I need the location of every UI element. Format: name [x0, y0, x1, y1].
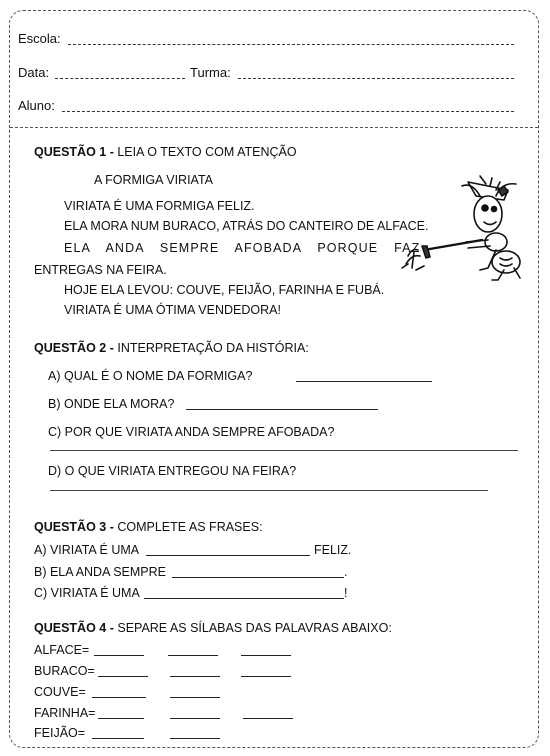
story-line-6: VIRIATA É UMA ÓTIMA VENDEDORA! [64, 303, 281, 317]
syllable-line[interactable] [170, 676, 220, 677]
question-3-number: QUESTÃO 3 - [34, 520, 114, 534]
syllable-line[interactable] [241, 655, 291, 656]
syllable-line[interactable] [170, 738, 220, 739]
question-3c-end: ! [344, 586, 348, 600]
question-1-header [34, 145, 297, 159]
story-line-2: ELA MORA NUM BURACO, ATRÁS DO CANTEIRO DE ALFACE. [64, 219, 429, 233]
syllable-line[interactable] [168, 655, 218, 656]
syllable-line[interactable] [243, 718, 293, 719]
answer-line-2d[interactable] [50, 490, 488, 491]
answer-line-2a[interactable] [296, 381, 432, 382]
school-label: Escola: [18, 31, 61, 46]
word-buraco: BURACO= [34, 664, 95, 678]
word-couve: COUVE= [34, 685, 86, 699]
word-farinha: FARINHA= [34, 706, 96, 720]
question-3a-end: FELIZ. [314, 543, 352, 557]
question-4-header [34, 621, 392, 635]
answer-line-3c[interactable] [144, 598, 344, 599]
syllable-line[interactable] [98, 718, 144, 719]
story-line-3-text: ELA ANDA SEMPRE AFOBADA PORQUE FAZ [64, 241, 421, 255]
syllable-line[interactable] [92, 738, 144, 739]
answer-line-2c[interactable] [50, 450, 518, 451]
question-2a: A) QUAL É O NOME DA FORMIGA? [48, 369, 253, 383]
question-2b: B) ONDE ELA MORA? [48, 397, 175, 411]
answer-line-2b[interactable] [186, 409, 378, 410]
question-3-instruction: COMPLETE AS FRASES: [117, 520, 263, 534]
syllable-line[interactable] [241, 676, 291, 677]
question-3b-start: B) ELA ANDA SEMPRE [34, 565, 166, 579]
date-label: Data: [18, 65, 50, 80]
question-4-number: QUESTÃO 4 - [34, 621, 114, 635]
syllable-line[interactable] [92, 697, 146, 698]
syllable-line[interactable] [98, 676, 148, 677]
syllable-line[interactable] [170, 718, 220, 719]
question-3c-start: C) VIRIATA É UMA [34, 586, 140, 600]
word-feijao: FEIJÃO= [34, 726, 86, 740]
question-3a-start: A) VIRIATA É UMA [34, 543, 140, 557]
syllable-line[interactable] [94, 655, 144, 656]
answer-line-3a[interactable] [146, 555, 310, 556]
question-1-instruction: LEIA O TEXTO COM ATENÇÃO [117, 145, 297, 159]
question-2-instruction: INTERPRETAÇÃO DA HISTÓRIA: [117, 341, 309, 355]
story-title: A FORMIGA VIRIATA [94, 173, 214, 187]
header-separator [10, 127, 538, 128]
word-alface: ALFACE= [34, 643, 90, 657]
question-3-header [34, 520, 263, 534]
story-line-1: VIRIATA É UMA FORMIGA FELIZ. [64, 199, 255, 213]
school-field[interactable] [68, 44, 514, 45]
ant-illustration [396, 172, 526, 282]
question-3b-end: . [344, 565, 348, 579]
class-label: Turma: [190, 65, 231, 80]
story-line-3 [64, 241, 421, 255]
question-2-header [34, 341, 309, 355]
question-2c: C) POR QUE VIRIATA ANDA SEMPRE AFOBADA? [48, 425, 335, 439]
student-field[interactable] [62, 111, 514, 112]
answer-line-3b[interactable] [172, 577, 344, 578]
question-2d: D) O QUE VIRIATA ENTREGOU NA FEIRA? [48, 464, 297, 478]
question-4-instruction: SEPARE AS SÍLABAS DAS PALAVRAS ABAIXO: [117, 621, 392, 635]
syllable-line[interactable] [170, 697, 220, 698]
story-line-4: ENTREGAS NA FEIRA. [34, 263, 167, 277]
date-field[interactable] [55, 78, 185, 79]
question-1-number: QUESTÃO 1 - [34, 145, 114, 159]
class-field[interactable] [238, 78, 514, 79]
question-2-number: QUESTÃO 2 - [34, 341, 114, 355]
story-line-5: HOJE ELA LEVOU: COUVE, FEIJÃO, FARINHA E FUBÁ. [64, 283, 385, 297]
student-label: Aluno: [18, 98, 55, 113]
